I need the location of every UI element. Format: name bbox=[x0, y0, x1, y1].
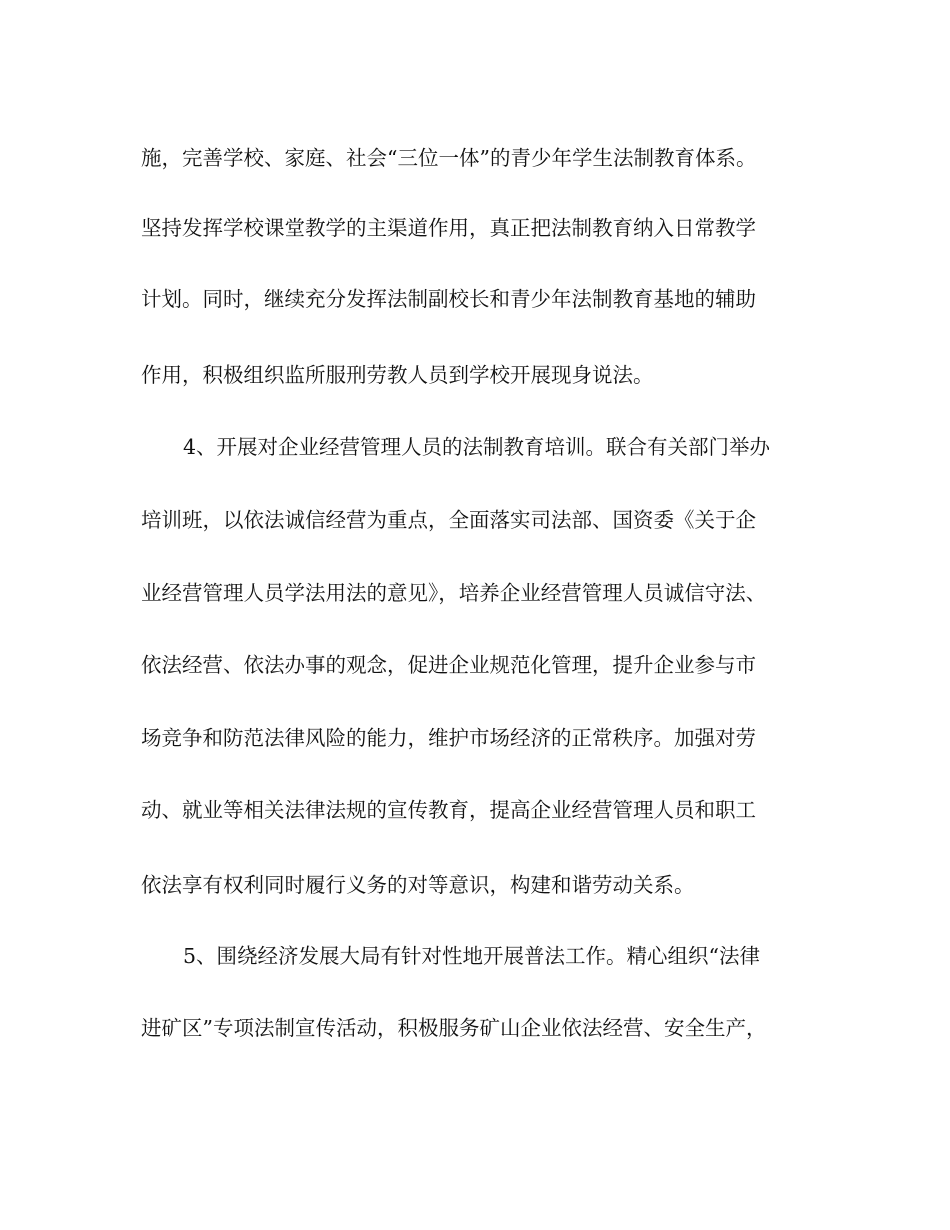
text-line: 施，完善学校、家庭、社会“三位一体”的青少年学生法制教育体系。 bbox=[141, 146, 757, 170]
text-line: 场竞争和防范法律风险的能力，维护市场经济的正常秩序。加强对劳 bbox=[141, 726, 756, 750]
text-line: 计划。同时，继续充分发挥法制副校长和青少年法制教育基地的辅助 bbox=[141, 287, 756, 311]
text-line: 坚持发挥学校课堂教学的主渠道作用，真正把法制教育纳入日常教学 bbox=[141, 216, 756, 240]
text-line: 进矿区”专项法制宣传活动，积极服务矿山企业依法经营、安全生产， bbox=[141, 1016, 767, 1040]
text-line: 4、开展对企业经营管理人员的法制教育培训。联合有关部门举办 bbox=[183, 435, 771, 459]
text-line: 依法享有权利同时履行义务的对等意识，构建和谐劳动关系。 bbox=[141, 873, 695, 897]
text-line: 依法经营、依法办事的观念，促进企业规范化管理，提升企业参与市 bbox=[141, 653, 756, 677]
text-line: 动、就业等相关法律法规的宣传教育，提高企业经营管理人员和职工 bbox=[141, 798, 756, 822]
text-line: 业经营管理人员学法用法的意见》，培养企业经营管理人员诚信守法、 bbox=[141, 581, 767, 605]
text-line: 培训班，以依法诚信经营为重点，全面落实司法部、国资委《关于企 bbox=[141, 508, 756, 532]
text-line: 5、围绕经济发展大局有针对性地开展普法工作。精心组织“法律 bbox=[183, 944, 761, 968]
text-line: 作用，积极组织监所服刑劳教人员到学校开展现身说法。 bbox=[141, 363, 654, 387]
